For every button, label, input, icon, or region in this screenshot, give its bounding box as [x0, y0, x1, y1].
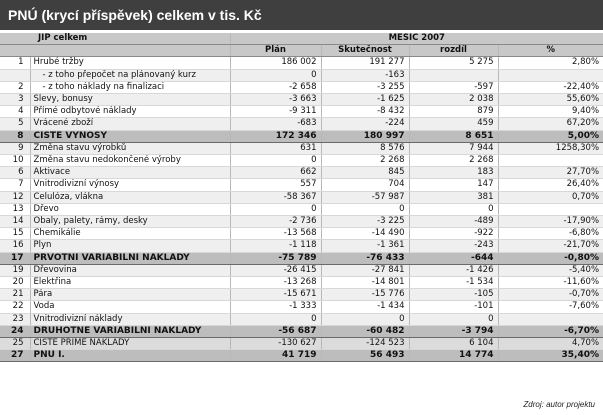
row-label: Dřevovina: [30, 264, 230, 276]
cell-percent: 0,70%: [498, 191, 603, 203]
table-row: [0, 191, 603, 203]
row-number: 3: [0, 94, 30, 106]
cell-rozdil: -243: [409, 240, 498, 252]
table-body: [0, 57, 603, 362]
cell-rozdil: -105: [409, 289, 498, 301]
row-label: Změna stavu výrobků: [30, 142, 230, 154]
cell-rozdil: 8 651: [409, 130, 498, 142]
cell-rozdil: 381: [409, 191, 498, 203]
table-row: [0, 106, 603, 118]
row-label: Dřevo: [30, 203, 230, 215]
row-number: 13: [0, 203, 30, 215]
row-number: 5: [0, 118, 30, 130]
cell-skutecnost: -124 523: [321, 338, 409, 350]
row-number: 12: [0, 191, 30, 203]
row-label: Přímé odbytové náklady: [30, 106, 230, 118]
row-label: Chemikálie: [30, 228, 230, 240]
cell-percent: -7,60%: [498, 301, 603, 313]
cell-rozdil: 0: [409, 203, 498, 215]
row-number: 1: [0, 57, 30, 69]
cell-rozdil: -597: [409, 81, 498, 93]
table-row: [0, 301, 603, 313]
cell-plan: -58 367: [230, 191, 321, 203]
row-label: PRVOTNÍ VARIABILNÍ NÁKLADY: [30, 252, 230, 264]
row-label: DRUHOTNÉ VARIABILNÍ NÁKLADY: [30, 325, 230, 337]
cell-skutecnost: 191 277: [321, 57, 409, 69]
row-number: 6: [0, 167, 30, 179]
row-label: Obaly, palety, rámy, desky: [30, 216, 230, 228]
cell-percent: -6,70%: [498, 325, 603, 337]
cell-plan: 662: [230, 167, 321, 179]
cell-skutecnost: -27 841: [321, 264, 409, 276]
data-table-wrapper: [0, 33, 603, 362]
table-title: PNÚ (krycí příspěvek) celkem v tis. Kč: [0, 0, 603, 30]
cell-plan: -13 568: [230, 228, 321, 240]
column-header-plan: Plán: [230, 45, 321, 57]
cell-skutecnost: -163: [321, 69, 409, 81]
cell-rozdil: 459: [409, 118, 498, 130]
cell-skutecnost: 845: [321, 167, 409, 179]
cell-plan: -2 736: [230, 216, 321, 228]
cell-plan: -9 311: [230, 106, 321, 118]
cell-skutecnost: -224: [321, 118, 409, 130]
row-number: 27: [0, 350, 30, 362]
cell-plan: 631: [230, 142, 321, 154]
cell-percent: 27,70%: [498, 167, 603, 179]
cell-skutecnost: -1 434: [321, 301, 409, 313]
row-number: 19: [0, 264, 30, 276]
cell-plan: 186 002: [230, 57, 321, 69]
header-row-1: [0, 33, 603, 45]
row-number: 16: [0, 240, 30, 252]
row-label: Elektřina: [30, 277, 230, 289]
cell-percent: [498, 69, 603, 81]
row-number: 4: [0, 106, 30, 118]
row-number: 10: [0, 155, 30, 167]
cell-rozdil: -3 794: [409, 325, 498, 337]
cell-rozdil: 147: [409, 179, 498, 191]
cell-skutecnost: -1 625: [321, 94, 409, 106]
cell-percent: -0,70%: [498, 289, 603, 301]
cell-plan: -75 789: [230, 252, 321, 264]
row-label: Vnitrodivizní náklady: [30, 313, 230, 325]
table-row: [0, 118, 603, 130]
cell-skutecnost: -57 987: [321, 191, 409, 203]
row-number: 22: [0, 301, 30, 313]
row-label: - z toho přepočet na plánovaný kurz: [30, 69, 230, 81]
column-header-rozdil: rozdíl: [409, 45, 498, 57]
cell-plan: 0: [230, 155, 321, 167]
cell-skutecnost: 0: [321, 313, 409, 325]
row-label: Pára: [30, 289, 230, 301]
cell-skutecnost: -3 225: [321, 216, 409, 228]
cell-rozdil: -489: [409, 216, 498, 228]
row-label: Aktivace: [30, 167, 230, 179]
cell-percent: 9,40%: [498, 106, 603, 118]
row-label: Změna stavu nedokončené výroby: [30, 155, 230, 167]
cell-percent: 5,00%: [498, 130, 603, 142]
table-row: [0, 277, 603, 289]
table-row: [0, 240, 603, 252]
cell-plan: -1 333: [230, 301, 321, 313]
cell-skutecnost: -8 432: [321, 106, 409, 118]
cell-plan: 0: [230, 69, 321, 81]
row-number: 15: [0, 228, 30, 240]
cell-rozdil: 2 038: [409, 94, 498, 106]
cell-plan: 0: [230, 313, 321, 325]
cell-percent: -21,70%: [498, 240, 603, 252]
cell-rozdil: -1 534: [409, 277, 498, 289]
cell-percent: -6,80%: [498, 228, 603, 240]
data-table: [0, 33, 603, 362]
cell-percent: 26,40%: [498, 179, 603, 191]
row-label-header: JIP celkem: [0, 33, 230, 45]
table-row: [0, 252, 603, 264]
cell-percent: -5,40%: [498, 264, 603, 276]
row-number: 25: [0, 338, 30, 350]
cell-skutecnost: -3 255: [321, 81, 409, 93]
cell-rozdil: 7 944: [409, 142, 498, 154]
cell-percent: -11,60%: [498, 277, 603, 289]
cell-percent: [498, 313, 603, 325]
row-number: 21: [0, 289, 30, 301]
cell-rozdil: 183: [409, 167, 498, 179]
cell-plan: -26 415: [230, 264, 321, 276]
cell-percent: 2,80%: [498, 57, 603, 69]
month-header: MĚSÍC 2007: [230, 33, 603, 45]
row-number: [0, 69, 30, 81]
column-header-skutecnost: Skutečnost: [321, 45, 409, 57]
table-row: [0, 81, 603, 93]
row-label: Celulóza, vlákna: [30, 191, 230, 203]
row-number: 24: [0, 325, 30, 337]
cell-skutecnost: -14 490: [321, 228, 409, 240]
cell-plan: -3 663: [230, 94, 321, 106]
cell-percent: 55,60%: [498, 94, 603, 106]
table-row: [0, 94, 603, 106]
row-label: - z toho náklady na finalizaci: [30, 81, 230, 93]
table-row: [0, 313, 603, 325]
cell-rozdil: -1 426: [409, 264, 498, 276]
cell-percent: -22,40%: [498, 81, 603, 93]
cell-rozdil: 2 268: [409, 155, 498, 167]
cell-percent: 35,40%: [498, 350, 603, 362]
cell-rozdil: 879: [409, 106, 498, 118]
row-number: 14: [0, 216, 30, 228]
row-number: 9: [0, 142, 30, 154]
table-row: [0, 228, 603, 240]
table-row: [0, 350, 603, 362]
cell-plan: 557: [230, 179, 321, 191]
cell-rozdil: 14 774: [409, 350, 498, 362]
cell-percent: -17,90%: [498, 216, 603, 228]
table-row: [0, 155, 603, 167]
cell-skutecnost: 2 268: [321, 155, 409, 167]
row-label: PNU I.: [30, 350, 230, 362]
row-label: Hrubé tržby: [30, 57, 230, 69]
cell-skutecnost: 0: [321, 203, 409, 215]
cell-rozdil: 6 104: [409, 338, 498, 350]
table-row: [0, 167, 603, 179]
column-header-percent: %: [498, 45, 603, 57]
cell-skutecnost: 8 576: [321, 142, 409, 154]
cell-plan: -130 627: [230, 338, 321, 350]
cell-percent: -0,80%: [498, 252, 603, 264]
cell-rozdil: [409, 69, 498, 81]
cell-skutecnost: -1 361: [321, 240, 409, 252]
table-row: [0, 69, 603, 81]
row-number: 8: [0, 130, 30, 142]
cell-plan: 172 346: [230, 130, 321, 142]
row-label: ČISTÉ PŘÍMÉ NÁKLADY: [30, 338, 230, 350]
row-number: 7: [0, 179, 30, 191]
header-spacer: [0, 45, 230, 57]
cell-plan: -13 268: [230, 277, 321, 289]
table-row: [0, 57, 603, 69]
cell-skutecnost: -15 776: [321, 289, 409, 301]
cell-plan: -15 671: [230, 289, 321, 301]
cell-percent: [498, 155, 603, 167]
table-row: [0, 289, 603, 301]
cell-skutecnost: 704: [321, 179, 409, 191]
table-row: [0, 216, 603, 228]
cell-skutecnost: -60 482: [321, 325, 409, 337]
table-row: [0, 130, 603, 142]
cell-plan: -1 118: [230, 240, 321, 252]
table-row: [0, 264, 603, 276]
row-label: Voda: [30, 301, 230, 313]
cell-percent: 4,70%: [498, 338, 603, 350]
cell-plan: -683: [230, 118, 321, 130]
cell-percent: 1258,30%: [498, 142, 603, 154]
cell-plan: 41 719: [230, 350, 321, 362]
cell-skutecnost: -14 801: [321, 277, 409, 289]
cell-plan: -2 658: [230, 81, 321, 93]
row-number: 23: [0, 313, 30, 325]
cell-percent: 67,20%: [498, 118, 603, 130]
source-note: Zdroj: autor projektu: [523, 400, 595, 409]
cell-percent: [498, 203, 603, 215]
cell-skutecnost: 56 493: [321, 350, 409, 362]
cell-plan: -56 687: [230, 325, 321, 337]
table-row: [0, 338, 603, 350]
cell-skutecnost: 180 997: [321, 130, 409, 142]
row-number: 17: [0, 252, 30, 264]
table-row: [0, 179, 603, 191]
table-row: [0, 142, 603, 154]
row-number: 2: [0, 81, 30, 93]
cell-rozdil: 5 275: [409, 57, 498, 69]
row-label: ČISTÉ VÝNOSY: [30, 130, 230, 142]
cell-plan: 0: [230, 203, 321, 215]
header-row-2: [0, 45, 603, 57]
cell-rozdil: 0: [409, 313, 498, 325]
row-number: 20: [0, 277, 30, 289]
table-row: [0, 325, 603, 337]
cell-skutecnost: -76 433: [321, 252, 409, 264]
row-label: Vrácené zboží: [30, 118, 230, 130]
row-label: Plyn: [30, 240, 230, 252]
cell-rozdil: -101: [409, 301, 498, 313]
table-row: [0, 203, 603, 215]
cell-rozdil: -922: [409, 228, 498, 240]
cell-rozdil: -644: [409, 252, 498, 264]
row-label: Slevy, bonusy: [30, 94, 230, 106]
row-label: Vnitrodivizní výnosy: [30, 179, 230, 191]
